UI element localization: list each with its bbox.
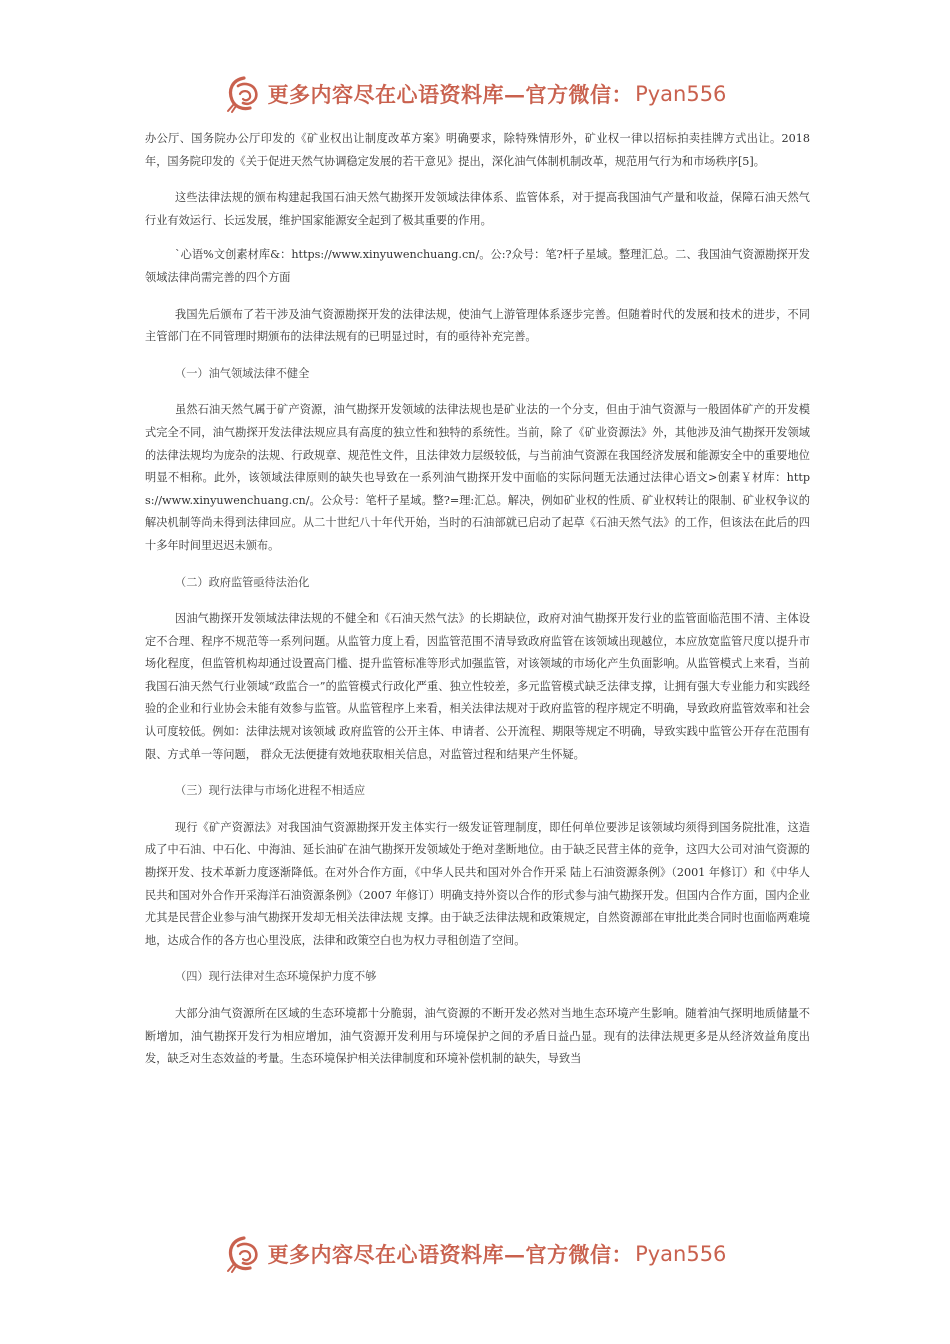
banner-text: 更多内容尽在心语资料库—官方微信： (267, 1242, 634, 1267)
banner-text: 更多内容尽在心语资料库—官方微信： (267, 82, 634, 107)
paragraph: 虽然石油天然气属于矿产资源，油气勘探开发领域的法律法规也是矿业法的一个分支，但由于油气资源与一般固体矿产的开发模式完全不同，油气勘探开发法律法规应具有高度的独立性和独特的系统性。当前，除了《矿业资源法》外，其他涉及油气勘探开发领域的法律法规均为庞杂的法规、行政规章、规范性文件，且法律效力层级较低，与当前油气资源在我国经济发展和能源安全中的重要地位明显不相称。此外，该领域法律原则的缺失也导致在一系列油气勘探开发中面临的实际问题无法通过法律心语文>创素￥材库：https://www.xinyuwenchuang.cn/。公众号：笔杆子星域。整?=理:汇总。解决，例如矿业权的性质、矿业权转让的限制、矿业权争议的解决机制等尚未得到法律回应。从二十世纪八十年代开始，当时的石油部就已启动了起草《石油天然气法》的工作，但该法在此后的四十多年时间里迟迟未颁布。 (145, 403, 810, 552)
footer-banner (0, 1232, 950, 1276)
wechat-id: Pyan556 (635, 82, 727, 106)
paragraph: 这些法律法规的颁布构建起我国石油天然气勘探开发领域法律体系、监管体系，对于提高我国油气产量和收益，保障石油天然气行业有效运行、长远发展，维护国家能源安全起到了极其重要的作用。 (145, 191, 810, 227)
section-heading: （二）政府监管亟待法治化 (175, 575, 310, 589)
paragraph: 大部分油气资源所在区域的生态环境都十分脆弱，油气资源的不断开发必然对当地生态环境产生影响。随着油气探明地质储量不断增加，油气勘探开发行为相应增加，油气资源开发利用与环境保护之间的矛盾日益凸显。现有的法律法规更多是从经济效益角度出发，缺乏对生态效益的考量。生态环境保护相关法律制度和环境补偿机制的缺失，导致当 (145, 1007, 810, 1066)
section-heading: （四）现行法律对生态环境保护力度不够 (175, 970, 377, 984)
logo-icon (224, 74, 264, 114)
paragraph: 我国先后颁布了若干涉及油气资源勘探开发的法律法规，使油气上游管理体系逐步完善。但随着时代的发展和技术的进步，不同主管部门在不同管理时期颁布的法律法规有的已明显过时，有的亟待补充完善。 (145, 307, 810, 344)
header-banner (0, 72, 950, 116)
paragraph: 现行《矿产资源法》对我国油气资源勘探开发主体实行一级发证管理制度，即任何单位要涉足该领域均须得到国务院批准，这造成了中石油、中石化、中海油、延长油矿在油气勘探开发领域处于绝对垄断地位。由于缺乏民营主体的竞争，这四大公司对油气资源的勘探开发、技术革新力度逐渐降低。在对外合作方面，《中华人民共和国对外合作开采 陆上石油资源条例》（2001 年修订）和《中华人民共和国对外合作开采海洋石油资源条例》（2007 年修订）明确支持外资以合作的形式参与油气勘探开发。但国内合作方面，国内企业尤其是民营企业参与油气勘探开发却无相关法律法规 支撑。由于缺乏法律法规和政策规定，自然资源部在审批此类合同时也面临两难境地，达成合作的各方也心里没底，法律和政策空白也为权力寻租创造了空间。 (145, 820, 810, 947)
section-heading: （一）油气领域法律不健全 (175, 366, 310, 380)
section-heading: （三）现行法律与市场化进程不相适应 (175, 784, 366, 798)
document-body (145, 128, 810, 1071)
wechat-id: Pyan556 (635, 1242, 727, 1266)
watermark-paragraph: `心语%文创素材库&：https://www.xinyuwenchuang.cn/。公:?众号：笔?杆子星域。整理汇总。二、我国油气资源勘探开发领域法律尚需完善的四个方面 (145, 248, 810, 284)
paragraph: 办公厅、国务院办公厅印发的《矿业权出让制度改革方案》明确要求，除特殊情形外，矿业权一律以招标拍卖挂牌方式出让。2018 年，国务院印发的《关于促进天然气协调稳定发展的若干意见》提出，深化油气体制机制改革，规范用气行为和市场秩序[5]。 (145, 132, 810, 168)
logo-icon (224, 1234, 264, 1274)
paragraph: 因油气勘探开发领域法律法规的不健全和《石油天然气法》的长期缺位，政府对油气勘探开发行业的监管面临范围不清、主体设定不合理、程序不规范等一系列问题。从监管力度上看，因监管范围不清导致政府监管在该领域出现越位，本应放宽监管尺度以提升市场化程度，但监管机构却通过设置高门槛、提升监管标准等形式加强监管，对该领域的市场化产生负面影响。从监管模式上来看，当前我国石油天然气行业领域“政监合一”的监管模式行政化严重、独立性较差，多元监管模式缺乏法律支撑，让拥有强大专业能力和实践经验的企业和行业协会未能有效参与监管。从监管程序上来看，相关法律法规对于政府监管的程序规定不明确，导致政府监管效率和社会认可度较低。例如：法律法规对该领域 政府监管的公开主体、申请者、公开流程、期限等规定不明确，导致实践中监管公开存在范围有限、方式单一等问题， 群众无法便捷有效地获取相关信息，对监管过程和结果产生怀疑。 (145, 612, 810, 761)
